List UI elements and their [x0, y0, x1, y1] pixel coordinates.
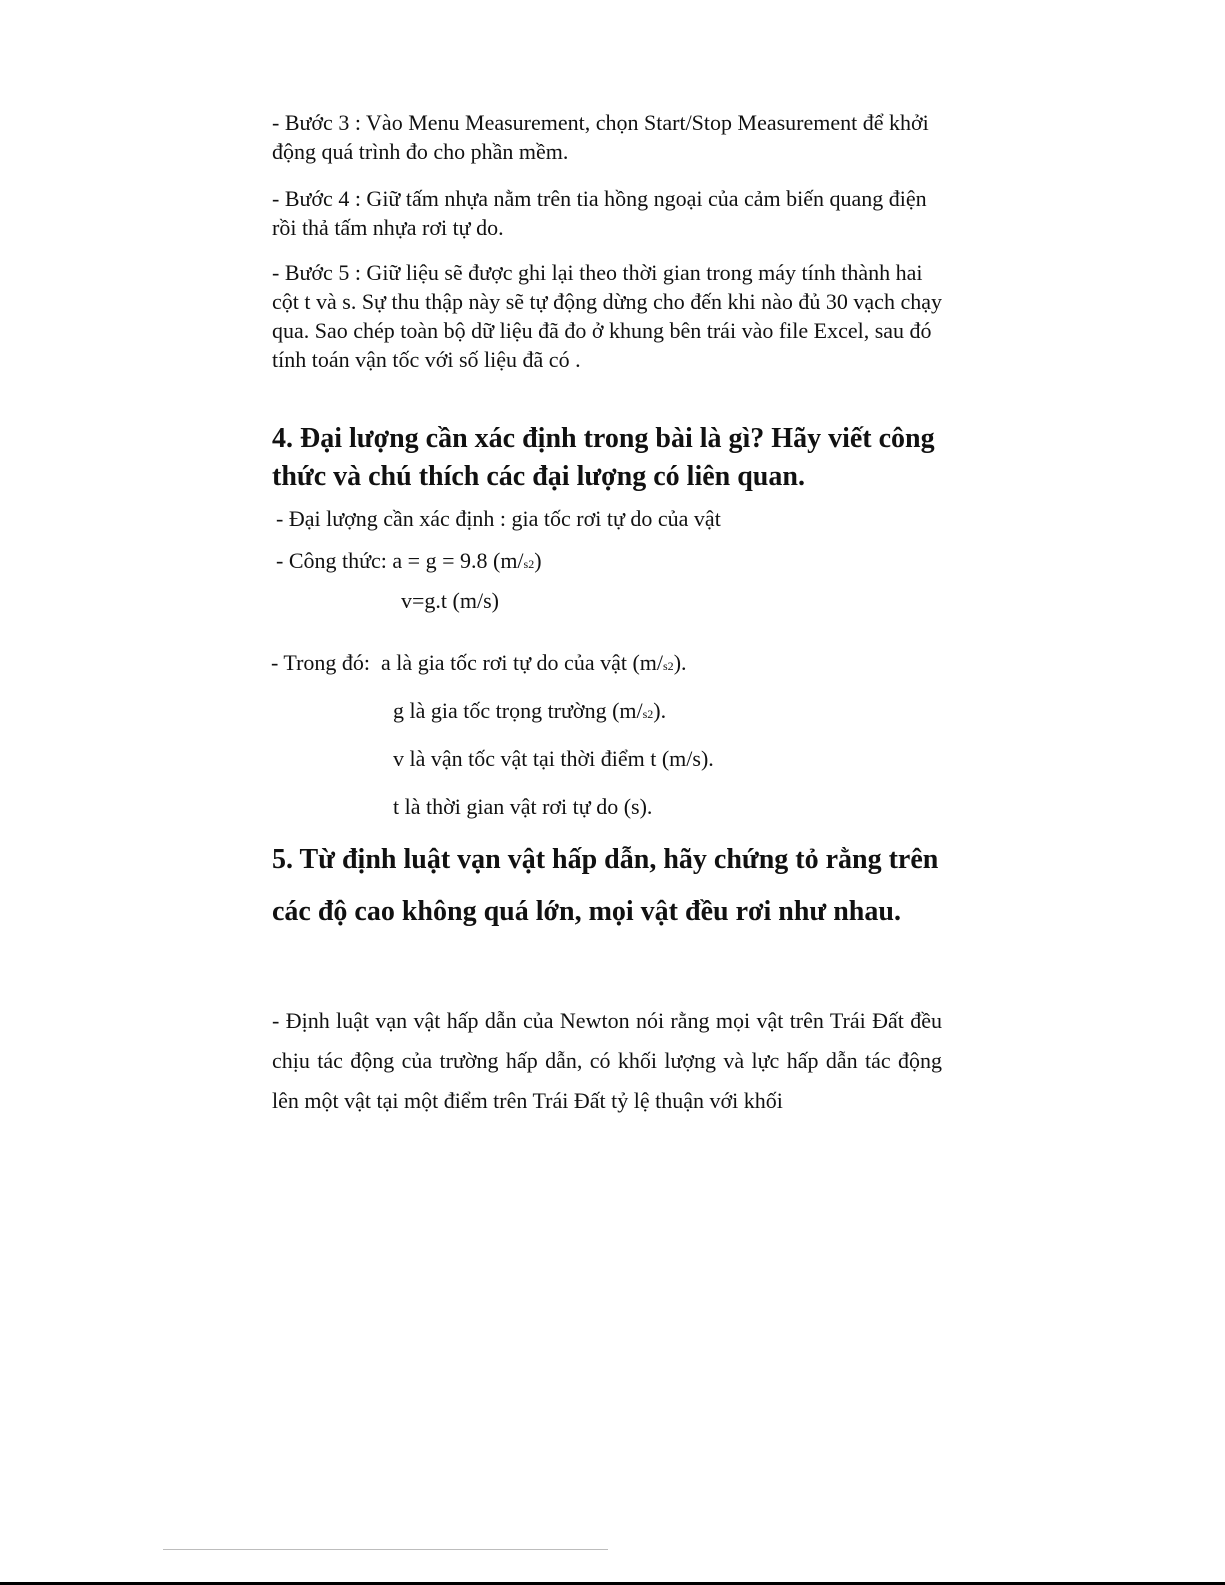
formula-prefix: - Công thức: a = g = 9.8 (m/	[276, 548, 524, 573]
quantity-line: - Đại lượng cần xác định : gia tốc rơi tự do của vật	[276, 506, 721, 531]
section-4-heading: 4. Đại lượng cần xác định trong bài là gì? Hãy viết công thức và chú thích các đại lượng có liên quan.	[272, 423, 935, 492]
formula-suffix: )	[534, 548, 542, 573]
formula-line	[276, 548, 542, 577]
def-a-suffix: ).	[673, 650, 687, 675]
velocity-formula-line: v=g.t (m/s)	[401, 588, 499, 613]
def-a-unit: s2	[663, 659, 674, 673]
step-3-paragraph: - Bước 3 : Vào Menu Measurement, chọn Start/Stop Measurement để khởi động quá trình đo cho phần mềm.	[272, 110, 929, 164]
def-g-suffix: ).	[653, 698, 667, 723]
section-5-paragraph: - Định luật vạn vật hấp dẫn của Newton nói rằng mọi vật trên Trái Đất đều chịu tác động của trường hấp dẫn, có khối lượng và lực hấp dẫn tác động lên một vật tại một điểm trên Trái Đất tỷ lệ thuận với khối	[272, 1008, 942, 1113]
def-v-line: v là vận tốc vật tại thời điểm t (m/s).	[393, 746, 714, 771]
formula-unit: s2	[523, 557, 535, 571]
def-t-line: t là thời gian vật rơi tự do (s).	[393, 794, 653, 819]
def-a-prefix: a là gia tốc rơi tự do của vật (m/	[381, 650, 664, 675]
def-g-unit: s2	[642, 707, 654, 721]
def-g-line	[393, 698, 666, 727]
section-5-heading: 5. Từ định luật vạn vật hấp dẫn, hãy chứng tỏ rằng trên các độ cao không quá lớn, mọi vật đều rơi như nhau.	[272, 844, 939, 927]
step-4-paragraph: - Bước 4 : Giữ tấm nhựa nằm trên tia hồng ngoại của cảm biến quang điện rồi thả tấm nhựa rơi tự do.	[272, 186, 927, 240]
where-label: - Trong đó:	[271, 650, 371, 675]
footnote-separator	[163, 1549, 608, 1550]
where-a-line	[271, 650, 687, 679]
def-g-prefix: g là gia tốc trọng trường (m/	[393, 698, 643, 723]
step-5-paragraph: - Bước 5 : Giữ liệu sẽ được ghi lại theo thời gian trong máy tính thành hai cột t và s. Sự thu thập này sẽ tự động dừng cho đến khi nào đủ 30 vạch chạy qua. Sao chép toàn bộ dữ liệu đã đo ở khung bên trái vào file Excel, sau đó tính toán vận tốc với số liệu đã có .	[272, 260, 942, 372]
